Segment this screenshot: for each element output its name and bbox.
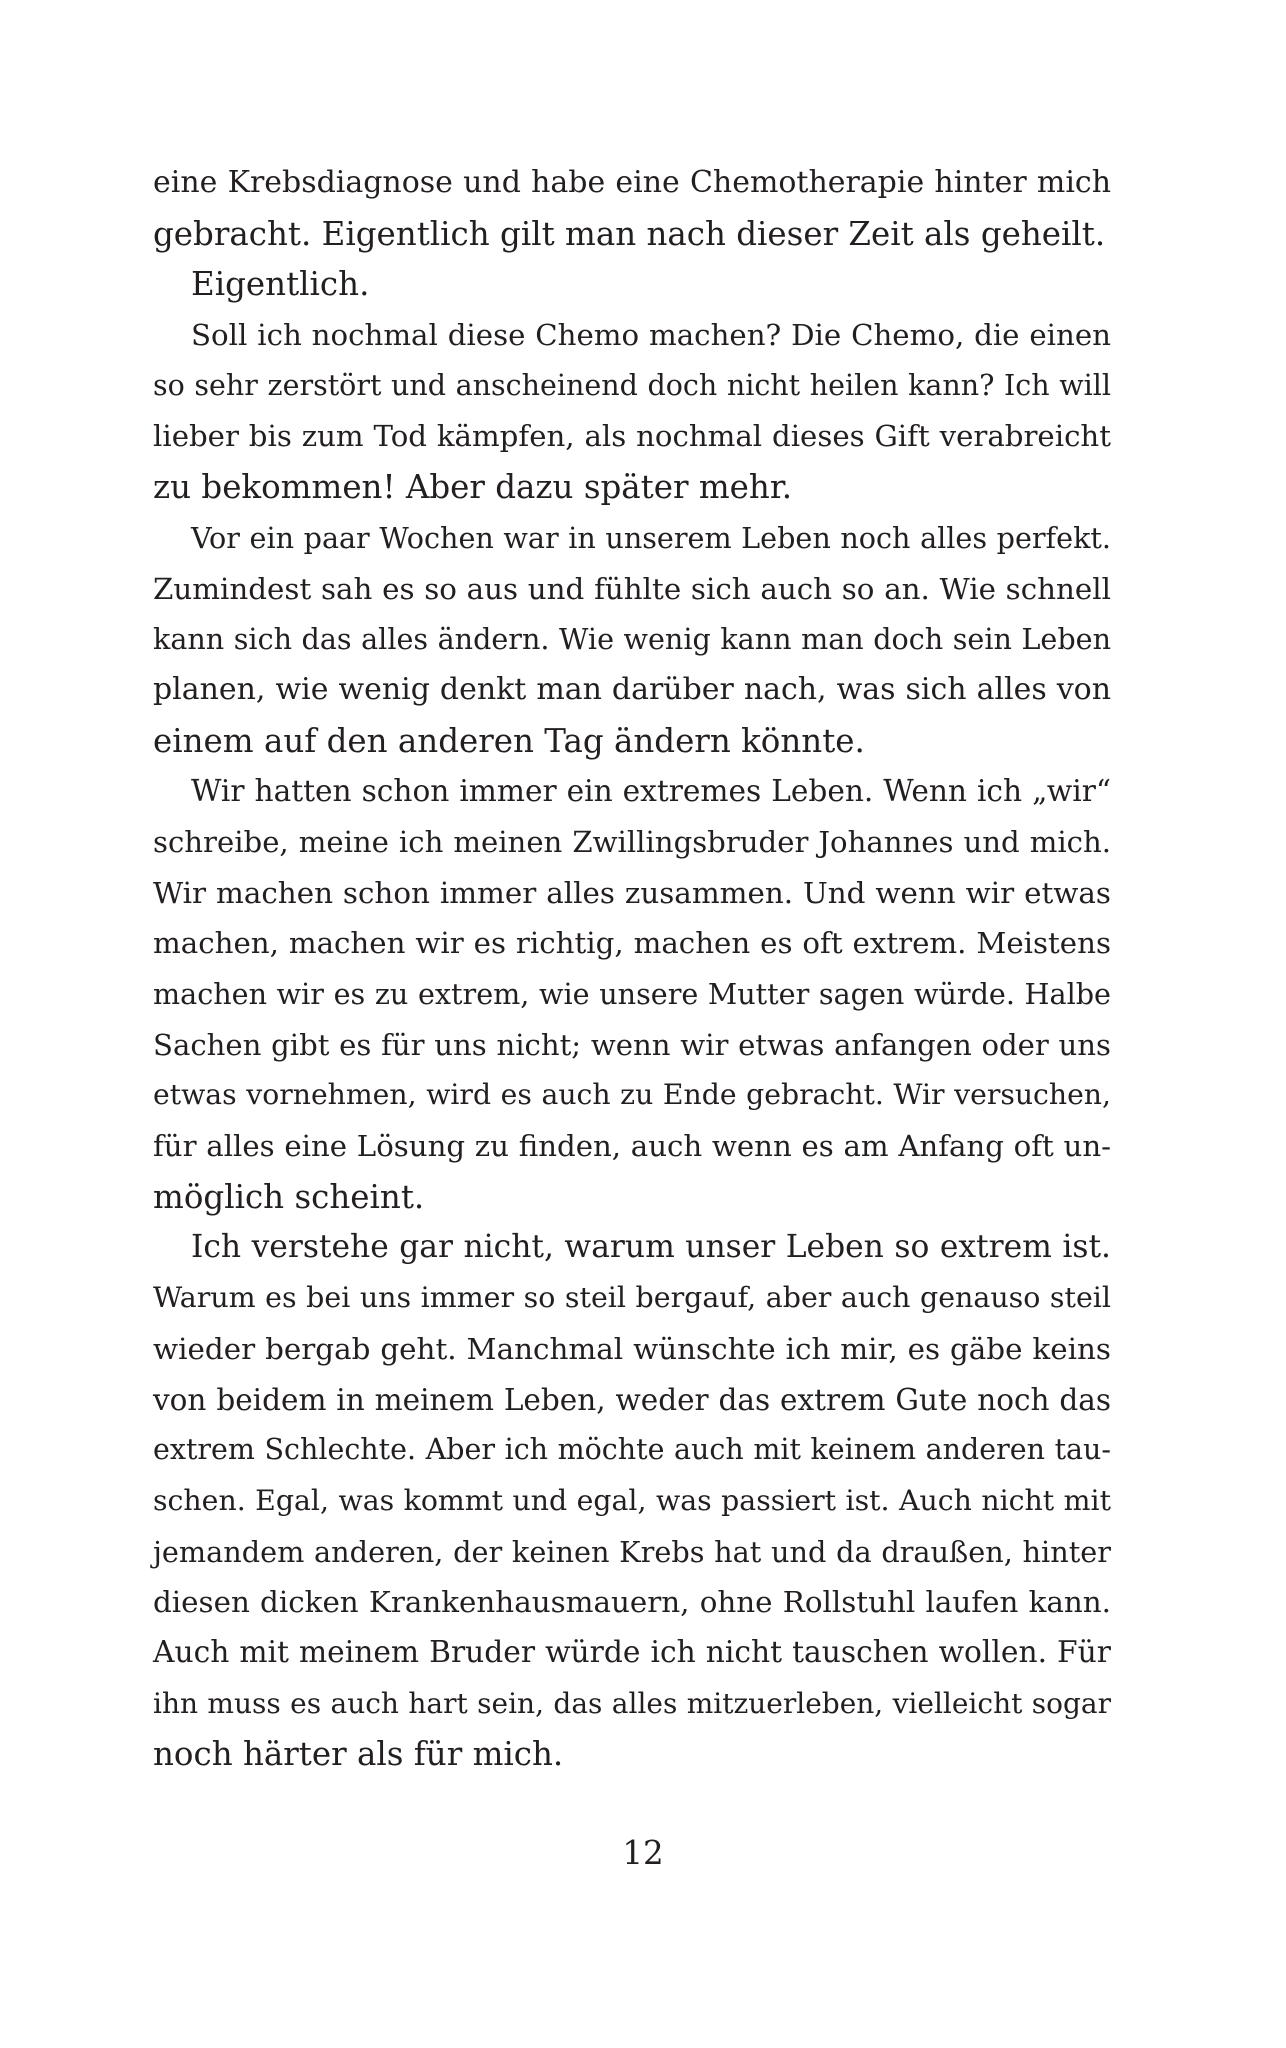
text-line: machen, machen wir es richtig, machen es oft extrem. Meistens bbox=[153, 926, 1111, 961]
text-line: gebracht. Eigentlich gilt man nach dieser Zeit als geheilt. bbox=[153, 214, 1106, 253]
text-line: zu bekommen! Aber dazu später mehr. bbox=[153, 468, 793, 507]
text-line: Ich verstehe gar nicht, warum unser Leben so extrem ist. bbox=[191, 1229, 1111, 1266]
text-line: möglich scheint. bbox=[153, 1177, 425, 1216]
text-line: Auch mit meinem Bruder würde ich nicht tauschen wollen. Für bbox=[153, 1634, 1111, 1670]
page-number: 12 bbox=[622, 1834, 664, 1872]
text-line: ihn muss es auch hart sein, das alles mitzuerleben, vielleicht sogar bbox=[153, 1686, 1111, 1720]
text-line: wieder bergab geht. Manchmal wünschte ich mir, es gäbe keins bbox=[153, 1331, 1111, 1366]
text-line: Vor ein paar Wochen war in unserem Leben noch alles perfekt. bbox=[191, 520, 1111, 555]
text-line: Wir machen schon immer alles zusammen. Und wenn wir etwas bbox=[153, 875, 1111, 910]
text-line: Warum es bei uns immer so steil bergauf, aber auch genauso steil bbox=[153, 1281, 1111, 1315]
text-line: kann sich das alles ändern. Wie wenig kann man doch sein Leben bbox=[153, 622, 1111, 657]
text-line: Soll ich nochmal diese Chemo machen? Die Chemo, die einen bbox=[191, 318, 1111, 353]
text-line: von beidem in meinem Leben, weder das extrem Gute noch das bbox=[153, 1382, 1111, 1417]
text-line: Sachen gibt es für uns nicht; wenn wir etwas anfangen oder uns bbox=[153, 1027, 1111, 1062]
text-line: Zumindest sah es so aus und fühlte sich auch so an. Wie schnell bbox=[153, 571, 1111, 606]
text-line: Wir hatten schon immer ein extremes Leben. Wenn ich „wir“ bbox=[191, 774, 1111, 809]
text-line: jemandem anderen, der keinen Krebs hat und da draußen, hinter bbox=[153, 1534, 1111, 1569]
text-line: noch härter als für mich. bbox=[153, 1735, 564, 1774]
text-line: einem auf den anderen Tag ändern könnte. bbox=[153, 721, 865, 760]
text-line: Eigentlich. bbox=[191, 265, 370, 304]
text-line: eine Krebsdiagnose und habe eine Chemotherapie hinter mich bbox=[153, 165, 1111, 200]
text-line: für alles eine Lösung zu finden, auch wenn es am Anfang oft un- bbox=[153, 1129, 1111, 1164]
text-line: machen wir es zu extrem, wie unsere Mutter sagen würde. Halbe bbox=[153, 977, 1111, 1011]
text-line: etwas vornehmen, wird es auch zu Ende gebracht. Wir versuchen, bbox=[153, 1078, 1111, 1112]
text-line: planen, wie wenig denkt man darüber nach, was sich alles von bbox=[153, 671, 1111, 707]
text-line: schreibe, meine ich meinen Zwillingsbruder Johannes und mich. bbox=[153, 824, 1111, 859]
text-line: diesen dicken Krankenhausmauern, ohne Rollstuhl laufen kann. bbox=[153, 1585, 1111, 1620]
text-line: lieber bis zum Tod kämpfen, als nochmal dieses Gift verabreicht bbox=[153, 419, 1111, 454]
text-line: schen. Egal, was kommt und egal, was passiert ist. Auch nicht mit bbox=[153, 1483, 1111, 1517]
text-line: so sehr zerstört und anscheinend doch nicht heilen kann? Ich will bbox=[153, 368, 1111, 402]
text-line: extrem Schlechte. Aber ich möchte auch mit keinem anderen tau- bbox=[153, 1433, 1111, 1467]
body-text bbox=[153, 158, 1111, 1780]
